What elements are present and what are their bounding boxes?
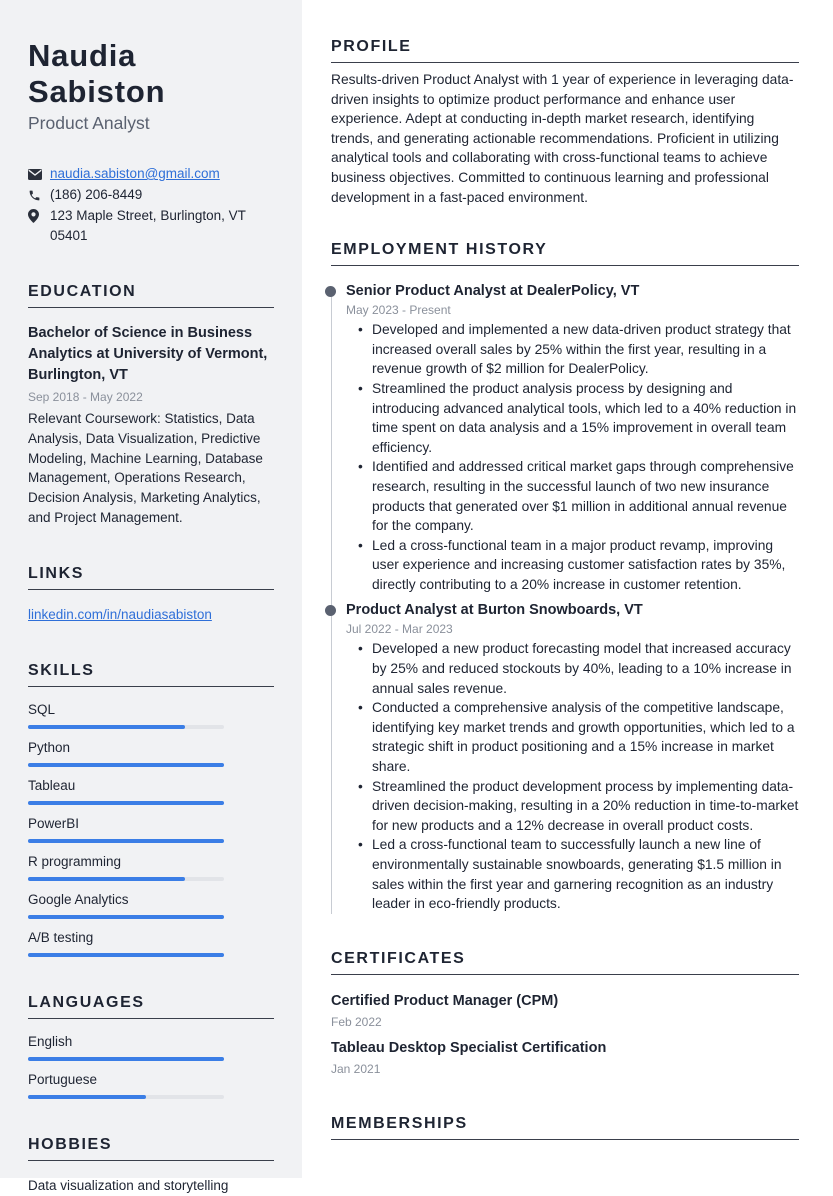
skills-item xyxy=(28,700,274,729)
memberships-section xyxy=(331,1114,799,1140)
job-bullets xyxy=(346,320,799,594)
links-section xyxy=(28,564,274,625)
timeline-line xyxy=(331,287,332,914)
skills-label: R programming xyxy=(28,853,122,869)
certificates-heading: CERTIFICATES xyxy=(331,949,799,975)
job-bullets xyxy=(346,639,799,913)
employment-heading: EMPLOYMENT HISTORY xyxy=(331,240,799,266)
employment-section xyxy=(331,240,799,914)
skills-level-fill xyxy=(28,763,224,767)
sidebar xyxy=(0,0,302,1193)
languages-section xyxy=(28,993,274,1099)
contact-email-row xyxy=(28,164,274,184)
candidate-name: Naudia Sabiston xyxy=(28,38,166,109)
profile-heading: PROFILE xyxy=(331,37,799,63)
skills-list xyxy=(28,700,274,957)
certificate-date: Jan 2021 xyxy=(331,1061,381,1076)
phone-icon xyxy=(28,185,50,205)
memberships-heading: MEMBERSHIPS xyxy=(331,1114,799,1140)
hobby-item: Data visualization and storytelling xyxy=(28,1177,229,1193)
skills-level-bar xyxy=(28,877,224,881)
job-bullet: • Developed and implemented a new data-driven product strategy that increased overall sales by 25% within the first year, resulting in a revenue growth of $2 million for DealerPolicy. xyxy=(346,320,799,379)
employment-timeline xyxy=(331,281,799,914)
skills-label: SQL xyxy=(28,701,56,717)
job-entry xyxy=(346,281,799,594)
job-dates: May 2023 - Present xyxy=(346,303,451,318)
job-title: Senior Product Analyst at DealerPolicy, VT xyxy=(346,283,640,300)
skills-label: Tableau xyxy=(28,777,76,793)
languages-level-bar xyxy=(28,1095,224,1099)
job-bullet: • Streamlined the product analysis process by designing and introducing advanced analytical tools, which led to a 40% reduction in time spent on data analysis and a 15% improvement in overall team efficiency. xyxy=(346,379,799,457)
contact-block xyxy=(28,164,274,246)
candidate-title: Product Analyst xyxy=(28,113,150,133)
job-dates: Jul 2022 - Mar 2023 xyxy=(346,622,453,637)
languages-level-fill xyxy=(28,1095,146,1099)
map-pin-icon xyxy=(28,206,50,226)
timeline-dot-icon xyxy=(325,286,336,297)
job-title: Product Analyst at Burton Snowboards, VT xyxy=(346,602,643,619)
certificate-title: Certified Product Manager (CPM) xyxy=(331,992,559,1009)
education-dates: Sep 2018 - May 2022 xyxy=(28,390,143,404)
timeline-dot-icon xyxy=(325,605,336,616)
skills-item xyxy=(28,852,274,881)
links-heading: LINKS xyxy=(28,564,274,590)
certificate-title: Tableau Desktop Specialist Certification xyxy=(331,1039,607,1056)
education-heading: EDUCATION xyxy=(28,282,274,308)
skills-level-fill xyxy=(28,725,185,729)
hobbies-section xyxy=(28,1135,274,1196)
skills-level-fill xyxy=(28,953,224,957)
skills-item xyxy=(28,890,274,919)
job-bullet: • Identified and addressed critical market gaps through comprehensive research, resulting in the successful launch of two new insurance products that generated over $1 million in additional annual revenue for the company. xyxy=(346,457,799,535)
certificate-date: Feb 2022 xyxy=(331,1014,382,1029)
languages-item xyxy=(28,1032,274,1061)
education-section xyxy=(28,282,274,528)
skills-level-fill xyxy=(28,877,185,881)
skills-label: Python xyxy=(28,739,71,755)
languages-item xyxy=(28,1070,274,1099)
certificates-section xyxy=(331,949,799,1077)
skills-level-fill xyxy=(28,839,224,843)
job-bullet: • Developed a new product forecasting model that increased accuracy by 25% and reduced stockouts by 40%, leading to a 10% increase in annual sales revenue. xyxy=(346,639,799,698)
skills-level-bar xyxy=(28,725,224,729)
certificate-item xyxy=(331,1038,799,1077)
languages-level-bar xyxy=(28,1057,224,1061)
job-bullet: • Led a cross-functional team to successfully launch a new line of environmentally sustainable snowboards, generating $1.5 million in sales within the first year and garnering recognition as an industry leader in eco-friendly products. xyxy=(346,835,799,913)
skills-item xyxy=(28,776,274,805)
skills-label: Google Analytics xyxy=(28,891,129,907)
linkedin-link[interactable]: linkedin.com/in/naudiasabiston xyxy=(28,606,212,622)
skills-level-fill xyxy=(28,801,224,805)
main-content xyxy=(331,0,799,1178)
envelope-icon xyxy=(28,164,50,184)
skills-level-bar xyxy=(28,915,224,919)
skills-heading: SKILLS xyxy=(28,661,274,687)
address-text: 123 Maple Street, Burlington, VT 05401 xyxy=(50,208,246,243)
contact-address-row xyxy=(28,206,274,246)
languages-level-fill xyxy=(28,1057,224,1061)
skills-section xyxy=(28,661,274,957)
certificate-item xyxy=(331,991,799,1030)
skills-level-bar xyxy=(28,953,224,957)
job-bullet: • Streamlined the product development process by implementing data-driven decision-making, resulting in a 20% reduction in time-to-market for new products and a 12% decrease in overall product costs. xyxy=(346,777,799,836)
skills-level-fill xyxy=(28,915,224,919)
skills-item xyxy=(28,928,274,957)
languages-heading: LANGUAGES xyxy=(28,993,274,1019)
job-bullet: • Led a cross-functional team in a major product revamp, improving user experience and increasing customer satisfaction rates by 35%, directly contributing to a 20% increase in customer retention. xyxy=(346,536,799,595)
education-degree: Bachelor of Science in Business Analytics at University of Vermont, Burlington, VT xyxy=(28,325,268,383)
skills-item xyxy=(28,738,274,767)
job-entry xyxy=(346,600,799,913)
profile-section xyxy=(331,37,799,207)
certificates-list xyxy=(331,991,799,1077)
skills-label: PowerBI xyxy=(28,815,80,831)
education-description: Relevant Coursework: Statistics, Data Analysis, Data Visualization, Predictive Modeling, Machine Learning, Database Management, Operations Research, Decision Analysis, Marketing Analytics, and Project Management. xyxy=(28,411,263,525)
skills-level-bar xyxy=(28,801,224,805)
email-link[interactable]: naudia.sabiston@gmail.com xyxy=(50,166,220,181)
skills-level-bar xyxy=(28,839,224,843)
skills-level-bar xyxy=(28,763,224,767)
hobbies-heading: HOBBIES xyxy=(28,1135,274,1161)
skills-label: A/B testing xyxy=(28,929,94,945)
languages-list xyxy=(28,1032,274,1099)
job-bullet: • Conducted a comprehensive analysis of the competitive landscape, identifying key market trends and growth opportunities, which led to a strategic shift in product positioning and a 15% increase in market share. xyxy=(346,698,799,776)
contact-phone-row xyxy=(28,185,274,205)
skills-item xyxy=(28,814,274,843)
languages-label: Portuguese xyxy=(28,1071,98,1087)
profile-text: Results-driven Product Analyst with 1 year of experience in leveraging data-driven insights to optimize product performance and enhance user experience. Adept at conducting in-depth market research, identifying trends, and generating actionable recommendations. Proficient in utilizing analytical tools and collaborating with cross-functional teams to achieve business objectives. Committed to continuous learning and professional development in a fast-paced environment. xyxy=(331,72,794,205)
languages-label: English xyxy=(28,1033,73,1049)
phone-text: (186) 206-8449 xyxy=(50,187,143,202)
